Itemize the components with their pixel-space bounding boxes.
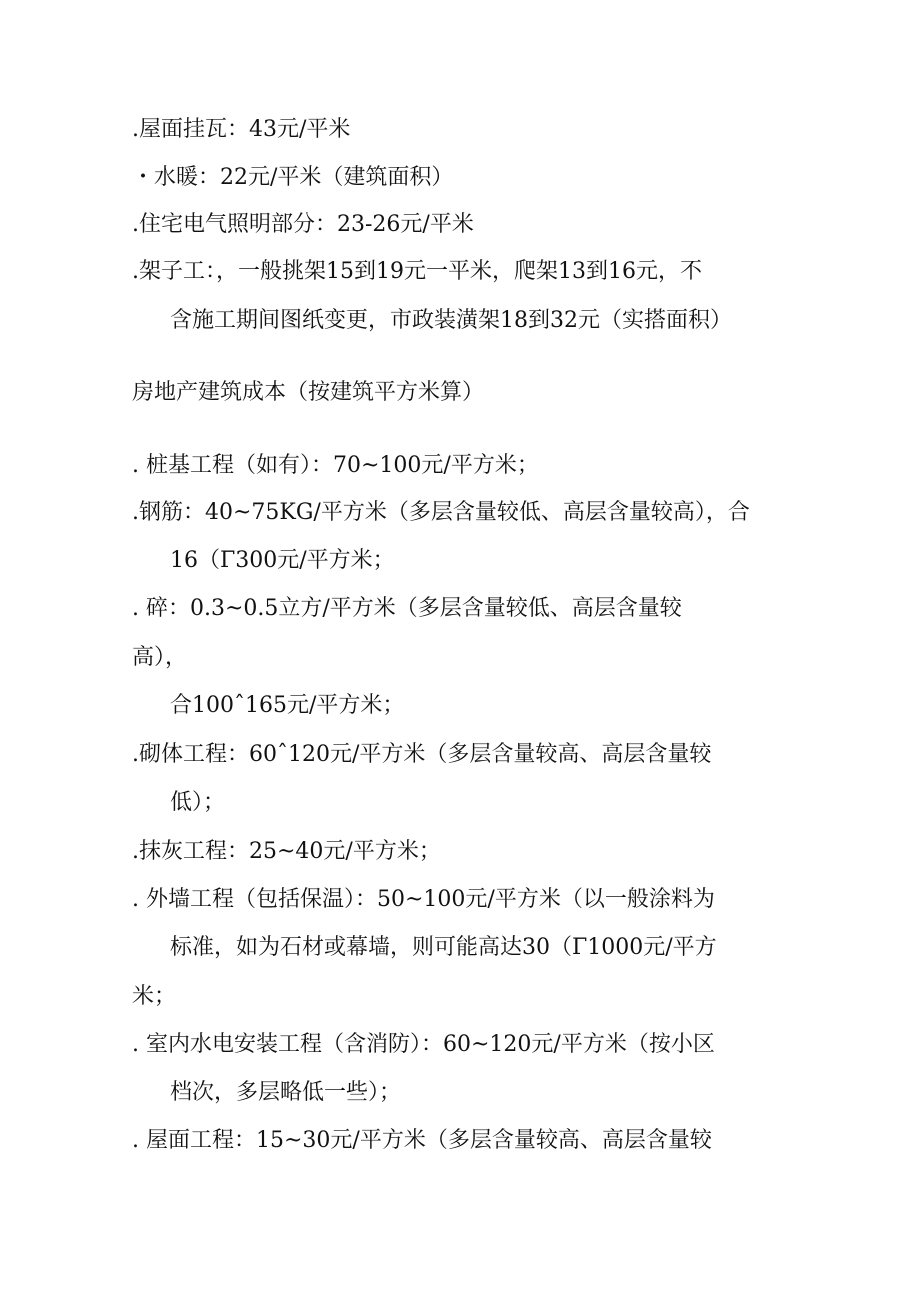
- text-line: .架子工：，一般挑架15到19元一平米，爬架13到16元，不: [132, 259, 702, 284]
- text-line: ・水暖：22元/平米（建筑面积）: [132, 165, 454, 190]
- text-line: 档次，多层略低一些）；: [170, 1080, 402, 1105]
- section-heading: 房地产建筑成本（按建筑平方米算）: [132, 380, 485, 405]
- text-line: . 碎：0.3~0.5立方/平方米（多层含量较低、高层含量较: [132, 596, 682, 621]
- text-line: 低）；: [170, 790, 226, 815]
- text-line: . 室内水电安装工程（含消防）：60~120元/平方米（按小区: [132, 1032, 715, 1057]
- text-line: .抹灰工程：25~40元/平方米；: [132, 839, 441, 864]
- text-line: 标准，如为石材或幕墙，则可能高达30（Γ1000元/平方: [170, 935, 717, 960]
- text-line: 高），: [132, 645, 188, 670]
- text-line: . 外墙工程（包括保温）：50~100元/平方米（以一般涂料为: [132, 887, 715, 912]
- text-line: .屋面挂瓦：43元/平米: [132, 117, 351, 142]
- text-line: 含施工期间图纸变更，市政装潢架18到32元（实搭面积）: [170, 308, 732, 333]
- text-line: 16（Γ300元/平方米；: [170, 548, 395, 573]
- text-line: . 屋面工程：15~30元/平方米（多层含量较高、高层含量较: [132, 1128, 712, 1153]
- text-line: 合100ˆ165元/平方米；: [170, 693, 405, 718]
- text-line: .砌体工程：60ˆ120元/平方米（多层含量较高、高层含量较: [132, 742, 712, 767]
- text-line: 米；: [132, 984, 177, 1009]
- text-line: .钢筋：40~75KG/平方米（多层含量较低、高层含量较高），合: [132, 500, 750, 525]
- text-line: .住宅电气照明部分：23-26元/平米: [132, 212, 474, 237]
- text-line: . 桩基工程（如有）：70~100元/平方米；: [132, 453, 539, 478]
